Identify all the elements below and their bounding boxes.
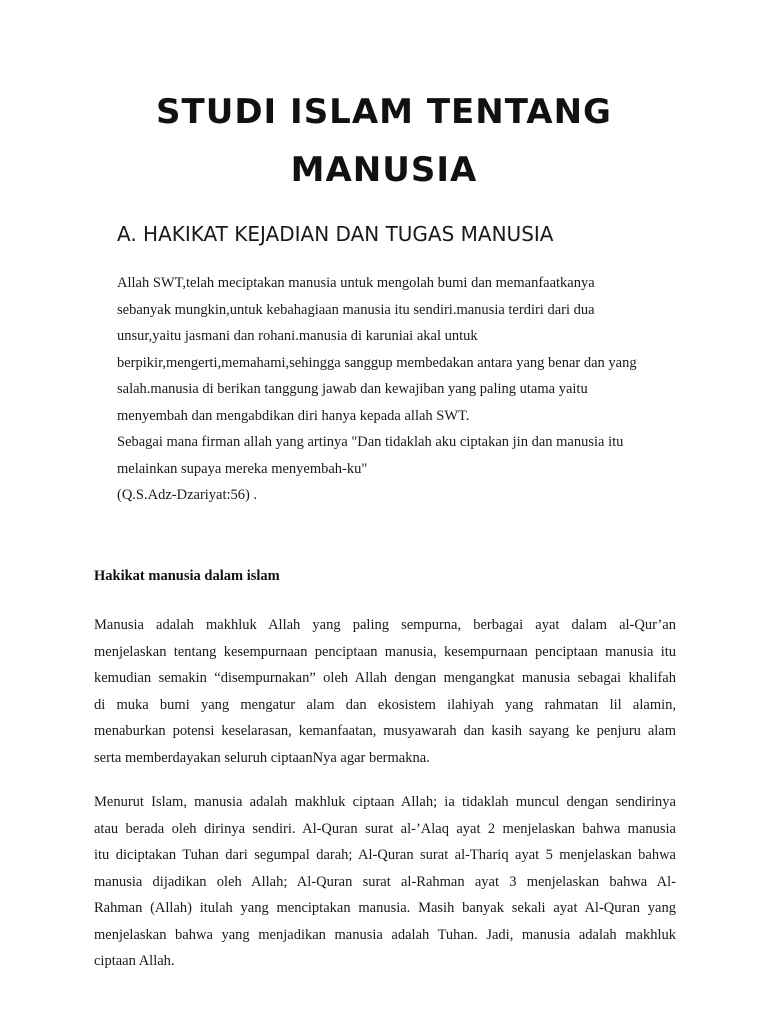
section-heading: A. HAKIKAT KEJADIAN DAN TUGAS MANUSIA xyxy=(117,222,554,246)
intro-paragraph xyxy=(117,270,637,509)
paragraph-2-line: ciptaan Allah. xyxy=(94,953,175,969)
paragraph-1-line: menjelaskan tentang kesempurnaan penciptaan manusia, kesempurnaan penciptaan manusia itu xyxy=(94,643,676,660)
document-title-line-2: MANUSIA xyxy=(290,150,478,190)
paragraph-1-line: kemudian semakin “disempurnakan” oleh Allah dengan mengangkat manusia sebagai khalifah xyxy=(94,670,676,686)
intro-line: melainkan supaya mereka menyembah-ku" xyxy=(117,460,368,477)
paragraph-2-line: Rahman (Allah) itulah yang menciptakan manusia. Masih banyak sekali ayat Al-Quran yang xyxy=(94,900,676,916)
intro-line: menyembah dan mengabdikan diri hanya kepada allah SWT. xyxy=(117,407,470,424)
paragraph-2 xyxy=(94,789,676,975)
paragraph-2-line: manusia dijadikan oleh Allah; Al-Quran surat al-Rahman ayat 3 menjelaskan bahwa Al- xyxy=(94,873,676,890)
paragraph-2-line: menjelaskan bahwa yang menjadikan manusia adalah Tuhan. Jadi, manusia adalah makhluk xyxy=(94,926,676,943)
paragraph-1-line: Manusia adalah makhluk Allah yang paling sempurna, berbagai ayat dalam al-Qur’an xyxy=(94,617,676,633)
paragraph-2-line: atau berada oleh dirinya sendiri. Al-Quran surat al-’Alaq ayat 2 menjelaskan bahwa manusia xyxy=(94,820,676,837)
paragraph-1 xyxy=(94,612,676,771)
intro-line: berpikir,mengerti,memahami,sehingga sanggup membedakan antara yang benar dan yang xyxy=(117,354,637,371)
intro-line: sebanyak mungkin,untuk kebahagiaan manusia itu sendiri.manusia terdiri dari dua xyxy=(117,301,595,318)
document-title-line-1: STUDI ISLAM TENTANG xyxy=(156,92,612,132)
intro-line: (Q.S.Adz-Dzariyat:56) . xyxy=(117,487,258,503)
paragraph-1-line: di muka bumi yang mengatur alam dan ekosistem ilahiyah yang rahmatan lil alamin, xyxy=(94,696,676,713)
intro-line: salah.manusia di berikan tanggung jawab dan kewajiban yang paling utama yaitu xyxy=(117,381,588,397)
intro-line: unsur,yaitu jasmani dan rohani.manusia di karuniai akal untuk xyxy=(117,328,478,344)
paragraph-1-line: menaburkan potensi keselarasan, kemanfaatan, musyawarah dan kasih sayang ke penjuru alam xyxy=(94,723,676,739)
subheading: Hakikat manusia dalam islam xyxy=(94,568,280,584)
paragraph-1-line: serta memberdayakan seluruh ciptaanNya agar bermakna. xyxy=(94,749,430,766)
intro-line: Sebagai mana firman allah yang artinya "Dan tidaklah aku ciptakan jin dan manusia itu xyxy=(117,434,624,450)
intro-line: Allah SWT,telah meciptakan manusia untuk mengolah bumi dan memanfaatkanya xyxy=(117,275,595,291)
paragraph-2-line: itu diciptakan Tuhan dari segumpal darah; Al-Quran surat al-Thariq ayat 5 menjelaskan bahwa xyxy=(94,847,676,863)
paragraph-2-line: Menurut Islam, manusia adalah makhluk ciptaan Allah; ia tidaklah muncul dengan sendirinya xyxy=(94,794,676,810)
